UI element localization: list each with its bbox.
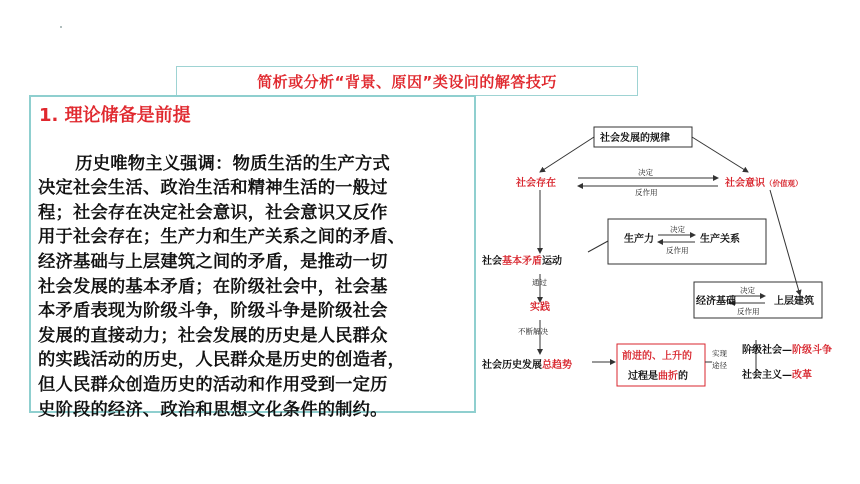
- stray-dot: [60, 26, 62, 28]
- page-heading: 简析或分析“背景、原因”类设问的解答技巧: [257, 72, 557, 91]
- practice-label: 实践: [530, 302, 550, 313]
- class-society-label: 阶级社会—阶级斗争: [742, 345, 832, 356]
- body-line: 发展的直接动力；社会发展的历史是人民群众: [38, 325, 388, 346]
- body-line: 但人民群众创造历史的活动和作用受到一定历: [38, 374, 388, 395]
- consciousness-label: 社会意识（价值观）: [725, 178, 803, 189]
- realize-label: 实现: [712, 349, 727, 358]
- productivity-label: 生产力: [624, 234, 654, 245]
- process-label: 过程是曲折的: [628, 371, 688, 382]
- trend-label: 社会历史发展总趋势: [482, 360, 572, 371]
- section-title: 1. 理论储备是前提: [39, 105, 191, 126]
- forward-label: 前进的、上升的: [622, 351, 692, 362]
- body-line: 本矛盾表现为阶级斗争，阶级斗争是阶级社会: [38, 301, 388, 322]
- superstructure-label: 上层建筑: [774, 296, 814, 307]
- contradiction-label: 社会基本矛盾运动: [482, 256, 562, 267]
- react-label-2: 反作用: [666, 246, 689, 255]
- heading-box: [176, 66, 638, 96]
- existence-label: 社会存在: [516, 178, 556, 189]
- body-line: 的实践活动的历史，人民群众是历史的创造者，: [38, 350, 406, 371]
- body-line: 用于社会存在；生产力和生产关系之间的矛盾、: [38, 227, 406, 248]
- react-label-3: 反作用: [737, 307, 760, 316]
- section-body: [38, 127, 468, 471]
- body-line: 程；社会存在决定社会意识，社会意识又反作: [38, 202, 388, 223]
- decide-label-1: 决定: [638, 168, 653, 177]
- resolve-label: 不断解决: [518, 327, 548, 336]
- through-label: 通过: [532, 278, 547, 287]
- body-line: 社会发展的基本矛盾；在阶级社会中，社会基: [38, 276, 388, 297]
- way-label: 途径: [712, 361, 727, 370]
- body-line: 决定社会生活、政治生活和精神生活的一般过: [38, 178, 388, 199]
- decide-label-2: 决定: [670, 225, 685, 234]
- theory-card: [29, 95, 476, 420]
- socialism-label: 社会主义—改革: [742, 370, 812, 381]
- decide-label-3: 决定: [740, 286, 755, 295]
- social-development-diagram: [480, 120, 855, 410]
- body-line: 史阶段的经济、政治和思想文化条件的制约。: [38, 399, 388, 420]
- body-line: 历史唯物主义强调：物质生活的生产方式: [38, 153, 390, 174]
- production-relations-label: 生产关系: [700, 234, 740, 245]
- economic-base-label: 经济基础: [696, 296, 736, 307]
- body-line: 经济基础与上层建筑之间的矛盾，是推动一切: [38, 251, 388, 272]
- react-label-1: 反作用: [635, 188, 658, 197]
- law-label: 社会发展的规律: [600, 133, 670, 144]
